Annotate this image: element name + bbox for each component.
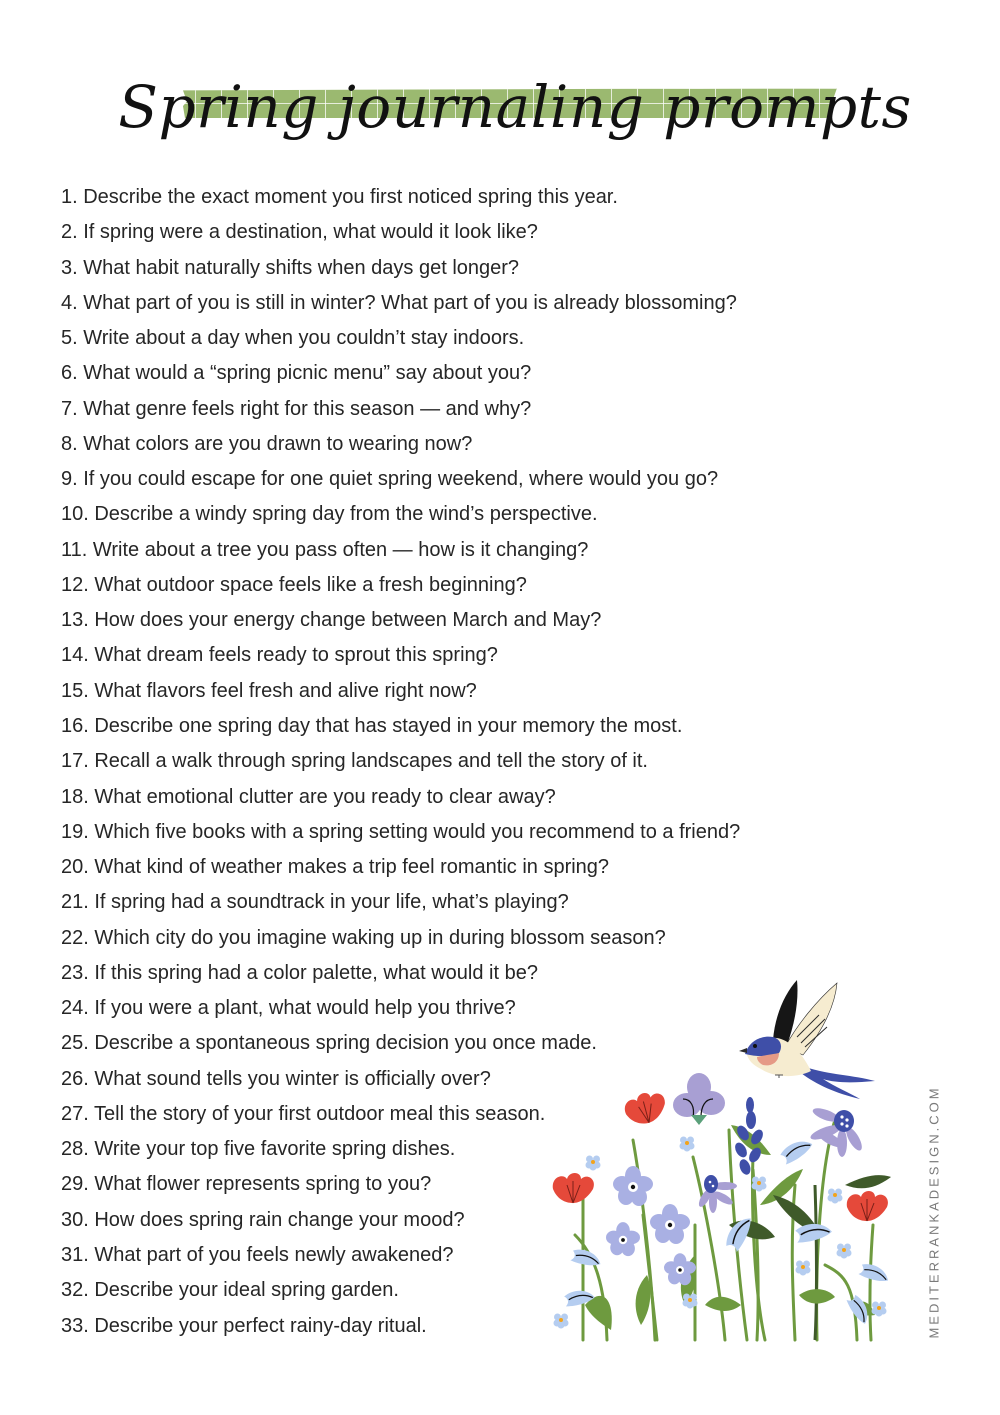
prompt-item: 28. Write your top five favorite spring dishes. bbox=[61, 1138, 456, 1161]
prompt-item: 17. Recall a walk through spring landscapes and tell the story of it. bbox=[61, 750, 648, 773]
prompt-item: 10. Describe a windy spring day from the wind’s perspective. bbox=[61, 503, 598, 526]
prompt-item: 14. What dream feels ready to sprout this spring? bbox=[61, 644, 498, 667]
prompt-item: 7. What genre feels right for this season — and why? bbox=[61, 397, 532, 420]
prompt-item: 15. What flavors feel fresh and alive right now? bbox=[61, 679, 477, 702]
prompt-item: 23. If this spring had a color palette, what would it be? bbox=[61, 961, 538, 984]
prompt-item: 20. What kind of weather makes a trip feel romantic in spring? bbox=[61, 856, 610, 879]
prompt-item: 27. Tell the story of your first outdoor meal this season. bbox=[61, 1102, 546, 1125]
prompt-item: 30. How does spring rain change your mood? bbox=[61, 1208, 465, 1231]
wildflowers-illustration bbox=[545, 1065, 905, 1345]
prompt-item: 9. If you could escape for one quiet spring weekend, where would you go? bbox=[61, 468, 719, 491]
prompt-item: 3. What habit naturally shifts when days get longer? bbox=[61, 256, 520, 279]
prompt-item: 16. Describe one spring day that has stayed in your memory the most. bbox=[61, 714, 683, 737]
prompt-item: 19. Which five books with a spring setting would you recommend to a friend? bbox=[61, 820, 741, 843]
prompt-item: 26. What sound tells you winter is officially over? bbox=[61, 1067, 491, 1090]
prompt-item: 24. If you were a plant, what would help you thrive? bbox=[61, 997, 516, 1020]
prompt-item: 8. What colors are you drawn to wearing now? bbox=[61, 432, 473, 455]
prompt-item: 29. What flower represents spring to you? bbox=[61, 1173, 432, 1196]
page-title: Spring journaling prompts bbox=[118, 72, 912, 141]
prompt-item: 33. Describe your perfect rainy-day ritual. bbox=[61, 1314, 427, 1337]
prompt-item: 13. How does your energy change between March and May? bbox=[61, 609, 602, 632]
prompt-item: 12. What outdoor space feels like a fresh beginning? bbox=[61, 573, 527, 596]
prompt-item: 25. Describe a spontaneous spring decision you once made. bbox=[61, 1032, 597, 1055]
prompt-item: 1. Describe the exact moment you first noticed spring this year. bbox=[61, 186, 618, 208]
prompt-item: 6. What would a “spring picnic menu” say about you? bbox=[61, 362, 532, 385]
prompt-item: 2. If spring were a destination, what would it look like? bbox=[61, 221, 538, 244]
prompt-item: 5. Write about a day when you couldn’t stay indoors. bbox=[61, 327, 525, 350]
prompt-item: 4. What part of you is still in winter? What part of you is already blossoming? bbox=[61, 291, 737, 314]
prompt-item: 18. What emotional clutter are you ready to clear away? bbox=[61, 785, 556, 808]
prompt-item: 21. If spring had a soundtrack in your life, what’s playing? bbox=[61, 891, 569, 914]
prompt-item: 31. What part of you feels newly awakened? bbox=[61, 1243, 454, 1266]
website-credit: MEDITERRANKADESIGN.COM bbox=[926, 1085, 942, 1339]
prompt-item: 22. Which city do you imagine waking up in during blossom season? bbox=[61, 926, 666, 949]
prompt-item: 11. Write about a tree you pass often — how is it changing? bbox=[61, 538, 589, 561]
prompt-item: 32. Describe your ideal spring garden. bbox=[61, 1279, 399, 1302]
